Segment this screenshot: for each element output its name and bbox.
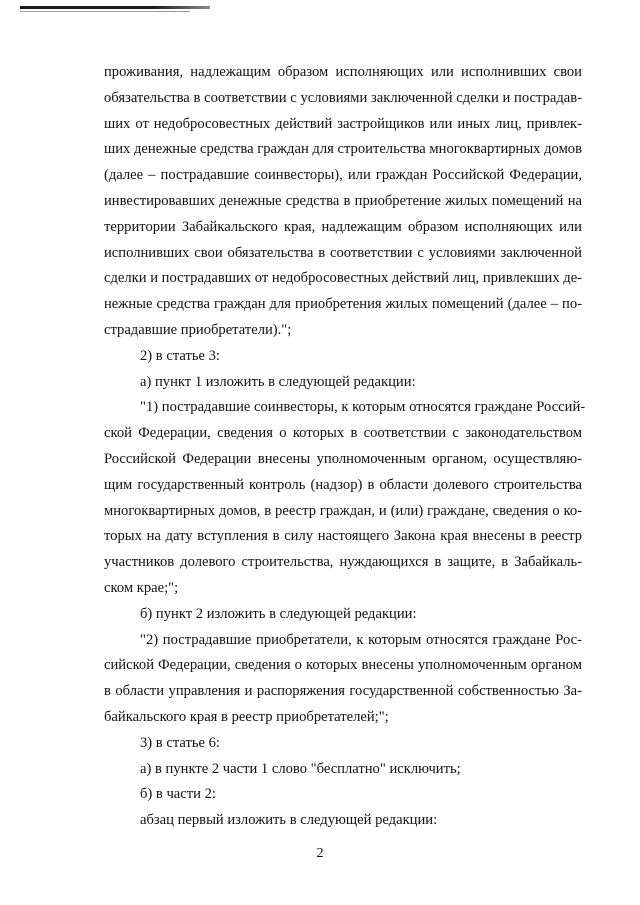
document-line: участников долевого строительства, нуждающихся в защите, в Забайкаль- [104, 554, 582, 571]
document-line: обязательства в соответствии с условиями заключенной сделки и пострадав- [104, 89, 582, 106]
document-line: ском крае;"; [104, 579, 179, 596]
document-line: 2) в статье 3: [140, 347, 220, 364]
document-line: 3) в статье 6: [140, 734, 220, 751]
document-line: а) в пункте 2 части 1 слово "бесплатно" исключить; [140, 760, 461, 777]
document-line: (далее – пострадавшие соинвесторы), или граждан Российской Федерации, [104, 167, 582, 184]
document-line: б) пункт 2 изложить в следующей редакции: [140, 605, 417, 622]
document-line: многоквартирных домов, в реестр граждан, и (или) граждане, сведения о ко- [104, 502, 582, 519]
document-line: "2) пострадавшие приобретатели, к которым относятся граждане Рос- [140, 631, 582, 648]
document-line: нежные средства граждан для приобретения жилых помещений (далее – по- [104, 296, 582, 313]
document-line: в области управления и распоряжения государственной собственностью За- [104, 683, 582, 700]
document-line: сделки и пострадавших от недобросовестных действий лиц, привлекших де- [104, 270, 583, 287]
header-rule [20, 6, 210, 9]
header-rule-thin [20, 11, 190, 12]
document-line: ших денежные средства граждан для строительства многоквартирных домов [104, 141, 582, 158]
document-body [104, 60, 586, 834]
document-line: а) пункт 1 изложить в следующей редакции: [140, 373, 416, 390]
document-line: байкальского края в реестр приобретателей;"; [104, 708, 389, 725]
document-line: ших от недобросовестных действий застройщиков или иных лиц, привлек- [104, 115, 582, 132]
document-line: ской Федерации, сведения о которых в соответствии с законодательством [104, 425, 582, 442]
document-line: исполнивших свои обязательства в соответствии с условиями заключенной [104, 244, 582, 261]
page-number: 2 [316, 846, 324, 861]
document-line: страдавшие приобретатели)."; [104, 321, 292, 338]
document-line: территории Забайкальского края, надлежащим образом исполняющих или [104, 218, 582, 235]
document-line: б) в части 2: [140, 786, 216, 803]
document-line: Российской Федерации внесены уполномоченным органом, осуществляю- [104, 450, 582, 467]
document-line: проживания, надлежащим образом исполняющих или исполнивших свои [104, 64, 582, 80]
document-line: инвестировавших денежные средства в приобретение жилых помещений на [104, 192, 582, 209]
document-line: щим государственный контроль (надзор) в области долевого строительства [104, 476, 582, 493]
document-line: абзац первый изложить в следующей редакции: [140, 812, 438, 829]
document-line: сийской Федерации, сведения о которых внесены уполномоченным органом [104, 657, 582, 674]
document-line: торых на дату вступления в силу настоящего Закона края внесены в реестр [104, 528, 582, 545]
document-line: "1) пострадавшие соинвесторы, к которым относятся граждане Россий- [140, 399, 586, 416]
